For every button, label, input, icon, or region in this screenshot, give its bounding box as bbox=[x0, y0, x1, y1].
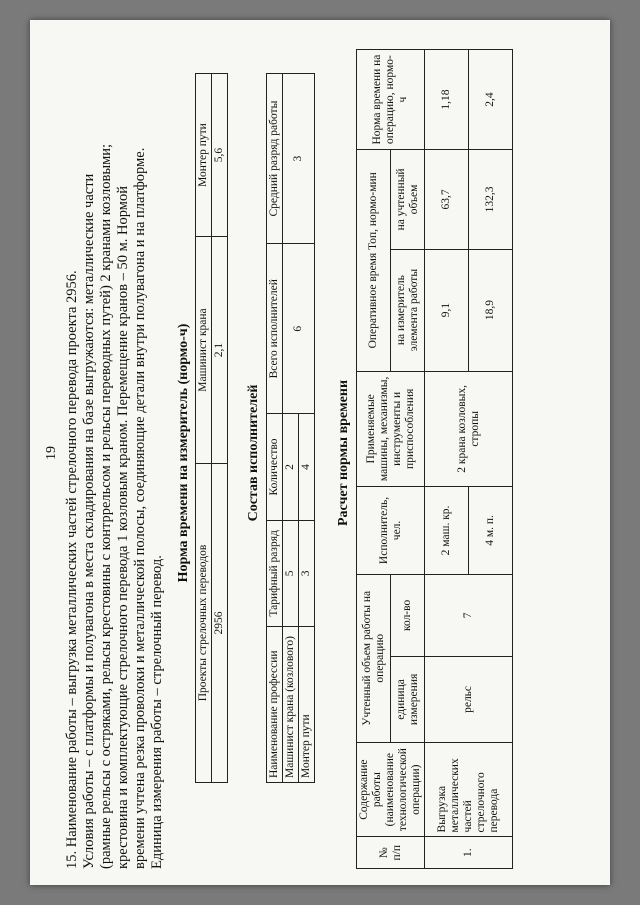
table-row bbox=[283, 74, 299, 783]
calc-table-heading: Расчет нормы времени bbox=[336, 379, 351, 527]
header-cell: кол-во bbox=[391, 574, 425, 656]
table-row bbox=[212, 74, 228, 783]
intro-line: (рамные рельсы с остряками, рельсы крестовины с контррельсом и рельсы переводных путей) 2 кранами козловыми; bbox=[98, 143, 114, 869]
header-cell: Содержание работы (наименование технологической операции) bbox=[357, 742, 425, 837]
cell: 18,9 bbox=[469, 249, 513, 371]
cell: 132,3 bbox=[469, 150, 513, 250]
header-cell: Наименование профессии bbox=[267, 627, 283, 783]
cell: 3 bbox=[283, 74, 315, 244]
header-cell: Тарифный разряд bbox=[267, 520, 283, 626]
cell: 7 bbox=[425, 574, 513, 656]
cell: 5,6 bbox=[212, 74, 228, 237]
header-cell: Средний разряд работы bbox=[267, 74, 283, 244]
header-cell: № п/п bbox=[357, 837, 425, 869]
intro-line: времени учтена резка проволоки и металлической полосы, соединяющие детали внутри полувагона и на платформе. bbox=[132, 147, 148, 869]
cell: 2 крана козловых, стропы bbox=[425, 371, 513, 487]
header-cell: Всего исполнителей bbox=[267, 244, 283, 414]
cell: 1. bbox=[425, 837, 513, 869]
intro-line: Условия работы – с платформы и полувагона в места складирования на базе выгружаются: металлические части bbox=[81, 173, 97, 869]
cell: 1,18 bbox=[425, 50, 469, 150]
work-description bbox=[64, 49, 166, 869]
cell: Выгрузка металлических частей стрелочного перевода bbox=[425, 742, 513, 837]
intro-line: крестовина и комплектующие стрелочного перевода 1 козловым краном. Перемещение кранов – 50 м. Нормой bbox=[115, 186, 131, 869]
table-header-row bbox=[196, 74, 212, 783]
header-cell: Учтенный объем работы на операцию bbox=[357, 574, 391, 742]
cell: 2 маш. кр. bbox=[425, 487, 469, 575]
norm-table bbox=[195, 73, 228, 783]
header-cell: единица измерения bbox=[391, 657, 425, 743]
cell: рельс bbox=[425, 657, 513, 743]
header-cell: Применяемые машины, механизмы, инструменты и приспособления bbox=[357, 371, 425, 487]
header-cell: Норма времени на операцию, нормо-ч bbox=[357, 50, 425, 150]
header-cell: Машинист крана bbox=[196, 237, 212, 464]
cell: Монтер пути bbox=[299, 627, 315, 783]
table-header-row bbox=[267, 74, 283, 783]
page-number: 19 bbox=[44, 446, 59, 460]
header-cell: Исполнитель, чел. bbox=[357, 487, 425, 575]
header-cell: Оперативное время Топ, нормо-мин bbox=[357, 150, 391, 371]
crew-table bbox=[266, 73, 315, 783]
header-cell: Монтер пути bbox=[196, 74, 212, 237]
intro-line: 15. Наименование работы – выгрузка металлических частей стрелочного перевода проекта 2956. bbox=[64, 270, 80, 869]
norm-table-heading: Норма времени на измеритель (нормо-ч) bbox=[176, 323, 191, 583]
cell: 3 bbox=[299, 520, 315, 626]
header-cell: на измеритель элемента работы bbox=[391, 249, 425, 371]
table-row bbox=[425, 50, 469, 869]
header-cell: Количество bbox=[267, 414, 283, 520]
header-cell: на учтенный объем bbox=[391, 150, 425, 250]
cell: 4 м. п. bbox=[469, 487, 513, 575]
cell: 6 bbox=[283, 244, 315, 414]
calc-table bbox=[356, 49, 513, 869]
cell: 2,1 bbox=[212, 237, 228, 464]
cell: Машинист крана (козлового) bbox=[283, 627, 299, 783]
scanned-page bbox=[30, 20, 610, 885]
cell: 5 bbox=[283, 520, 299, 626]
cell: 63,7 bbox=[425, 150, 469, 250]
crew-table-heading: Состав исполнителей bbox=[246, 384, 261, 522]
cell: 9,1 bbox=[425, 249, 469, 371]
cell: 4 bbox=[299, 414, 315, 520]
rotated-content bbox=[40, 23, 600, 883]
cell: 2,4 bbox=[469, 50, 513, 150]
header-cell: Проекты стрелочных переводов bbox=[196, 463, 212, 782]
cell: 2 bbox=[283, 414, 299, 520]
table-header-row bbox=[357, 50, 391, 869]
cell: 2956 bbox=[212, 463, 228, 782]
intro-line: Единица измерения работы – стрелочный перевод. bbox=[149, 555, 165, 869]
